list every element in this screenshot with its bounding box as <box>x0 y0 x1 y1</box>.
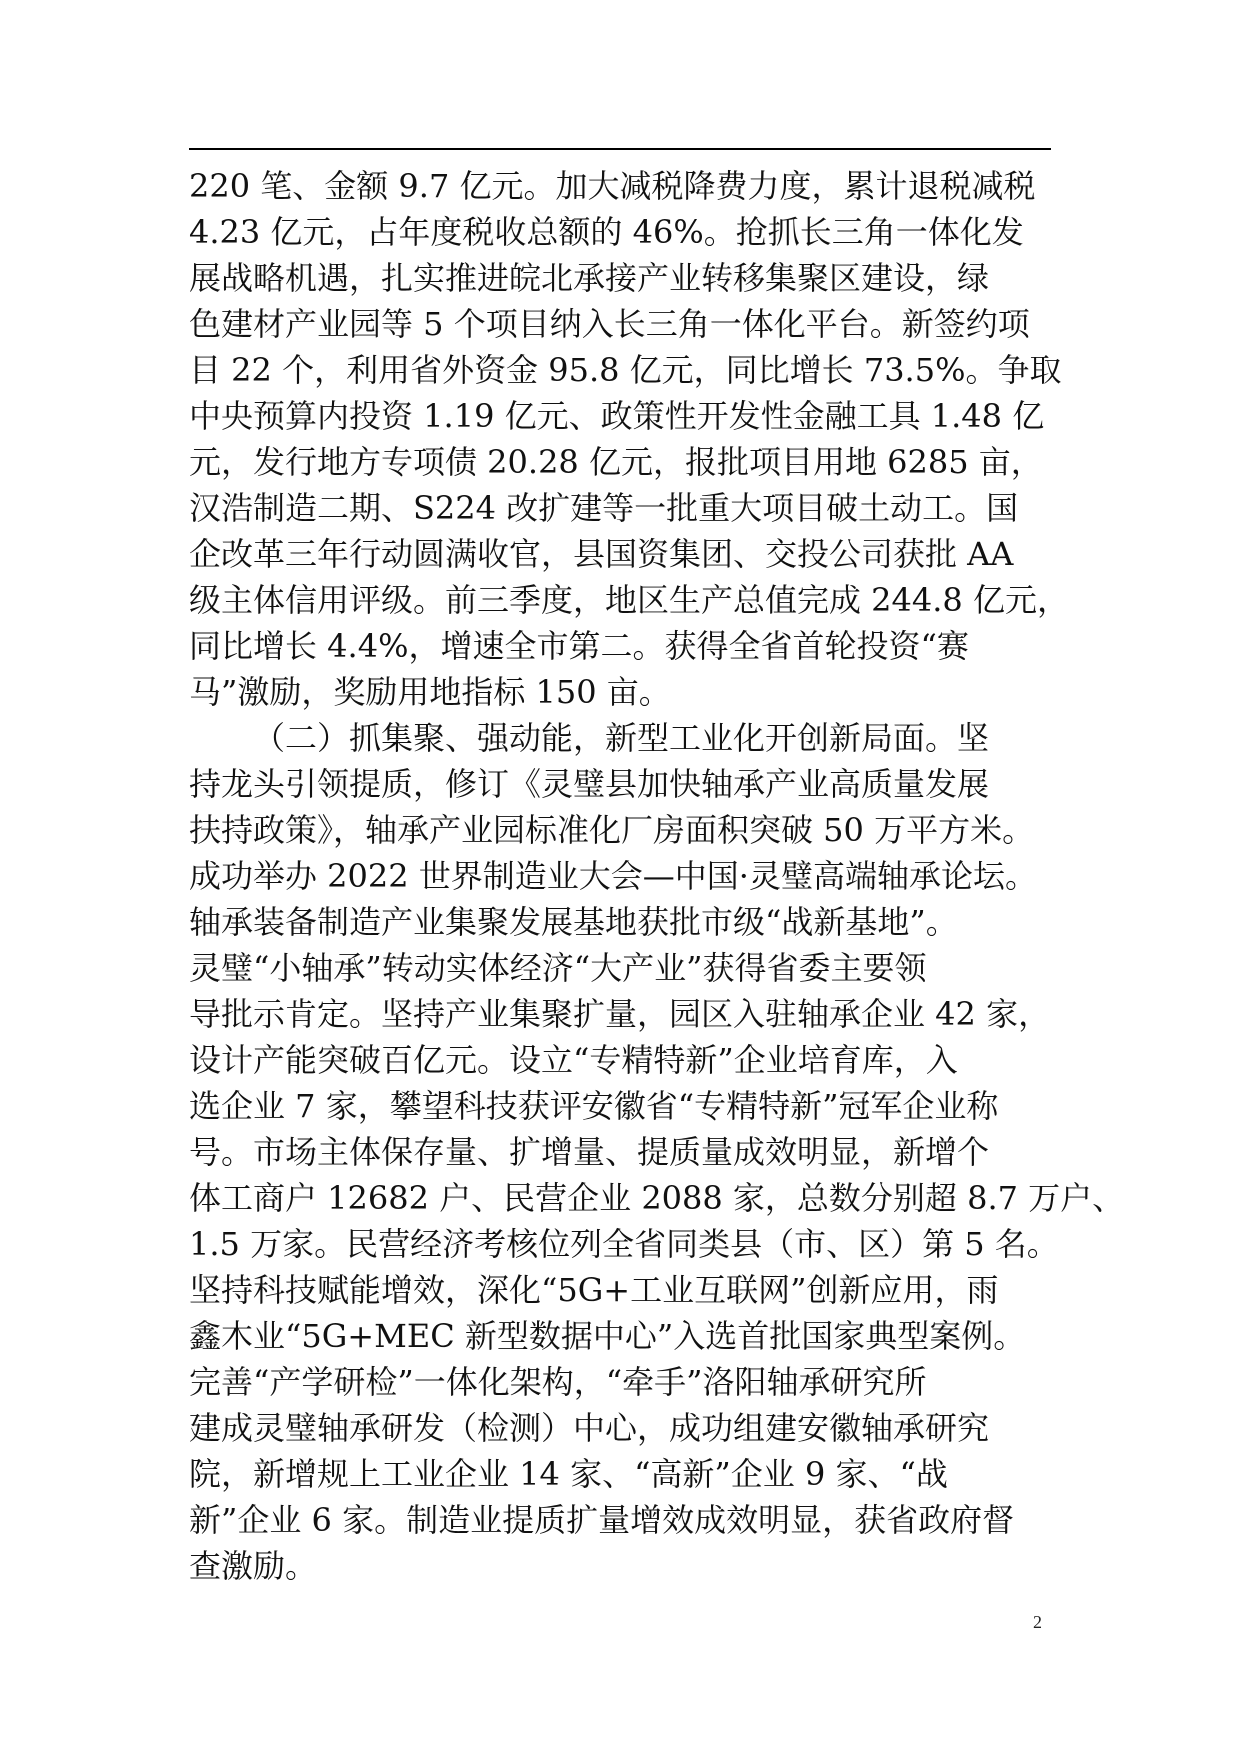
text-line: 持龙头引领提质，修订《灵璧县加快轴承产业高质量发展 <box>189 765 990 803</box>
section-heading-line: （二）抓集聚、强动能，新型工业化开创新局面。坚 <box>253 719 990 757</box>
text-line: 展战略机遇，扎实推进皖北承接产业转移集聚区建设，绿 <box>189 259 990 297</box>
text-line: 扶持政策》，轴承产业园标准化厂房面积突破 50 万平方米。 <box>189 811 1035 849</box>
text-line: 汉浩制造二期、S224 改扩建等一批重大项目破土动工。国 <box>189 489 1019 527</box>
text-line: 4.23 亿元，占年度税收总额的 46%。抢抓长三角一体化发 <box>189 213 1024 251</box>
text-line: 目 22 个，利用省外资金 95.8 亿元，同比增长 73.5%。争取 <box>189 351 1062 389</box>
text-line: 坚持科技赋能增效，深化“5G+工业互联网”创新应用，雨 <box>189 1271 999 1309</box>
text-line: 元，发行地方专项债 20.28 亿元，报批项目用地 6285 亩， <box>189 443 1043 481</box>
text-line: 220 笔、金额 9.7 亿元。加大减税降费力度，累计退税减税 <box>189 167 1036 205</box>
text-line: 灵璧“小轴承”转动实体经济“大产业”获得省委主要领 <box>189 949 927 987</box>
text-line: 鑫木业“5G+MEC 新型数据中心”入选首批国家典型案例。 <box>189 1317 1026 1355</box>
page-number: 2 <box>1033 1612 1042 1632</box>
text-line: 导批示肯定。坚持产业集聚扩量，园区入驻轴承企业 42 家， <box>189 995 1051 1033</box>
text-line: 成功举办 2022 世界制造业大会—中国·灵璧高端轴承论坛。 <box>189 857 1037 895</box>
text-line: 设计产能突破百亿元。设立“专精特新”企业培育库，入 <box>189 1041 958 1079</box>
text-line: 同比增长 4.4%，增速全市第二。获得全省首轮投资“赛 <box>189 627 969 665</box>
text-line: 体工商户 12682 户、民营企业 2088 家，总数分别超 8.7 万户、 <box>189 1179 1125 1217</box>
text-line: 中央预算内投资 1.19 亿元、政策性开发性金融工具 1.48 亿 <box>189 397 1045 435</box>
text-line: 级主体信用评级。前三季度，地区生产总值完成 244.8 亿元， <box>189 581 1069 619</box>
text-line: 选企业 7 家，攀望科技获评安徽省“专精特新”冠军企业称 <box>189 1087 999 1125</box>
text-line: 查激励。 <box>189 1547 318 1585</box>
body-text <box>189 163 1125 1589</box>
text-line: 轴承装备制造产业集聚发展基地获批市级“战新基地”。 <box>189 903 958 941</box>
text-line: 色建材产业园等 5 个项目纳入长三角一体化平台。新签约项 <box>189 305 1030 343</box>
text-line: 新”企业 6 家。制造业提质扩量增效成效明显，获省政府督 <box>189 1501 1015 1539</box>
text-line: 1.5 万家。民营经济考核位列全省同类县（市、区）第 5 名。 <box>189 1225 1059 1263</box>
header-rule <box>189 148 1051 150</box>
text-line: 企改革三年行动圆满收官，县国资集团、交投公司获批 AA <box>189 535 1014 573</box>
text-line: 马”激励，奖励用地指标 150 亩。 <box>189 673 671 711</box>
text-line: 号。市场主体保存量、扩增量、提质量成效明显，新增个 <box>189 1133 990 1171</box>
text-line: 完善“产学研检”一体化架构，“牵手”洛阳轴承研究所 <box>189 1363 927 1401</box>
text-line: 院，新增规上工业企业 14 家、“高新”企业 9 家、“战 <box>189 1455 948 1493</box>
text-line: 建成灵璧轴承研发（检测）中心，成功组建安徽轴承研究 <box>189 1409 990 1447</box>
